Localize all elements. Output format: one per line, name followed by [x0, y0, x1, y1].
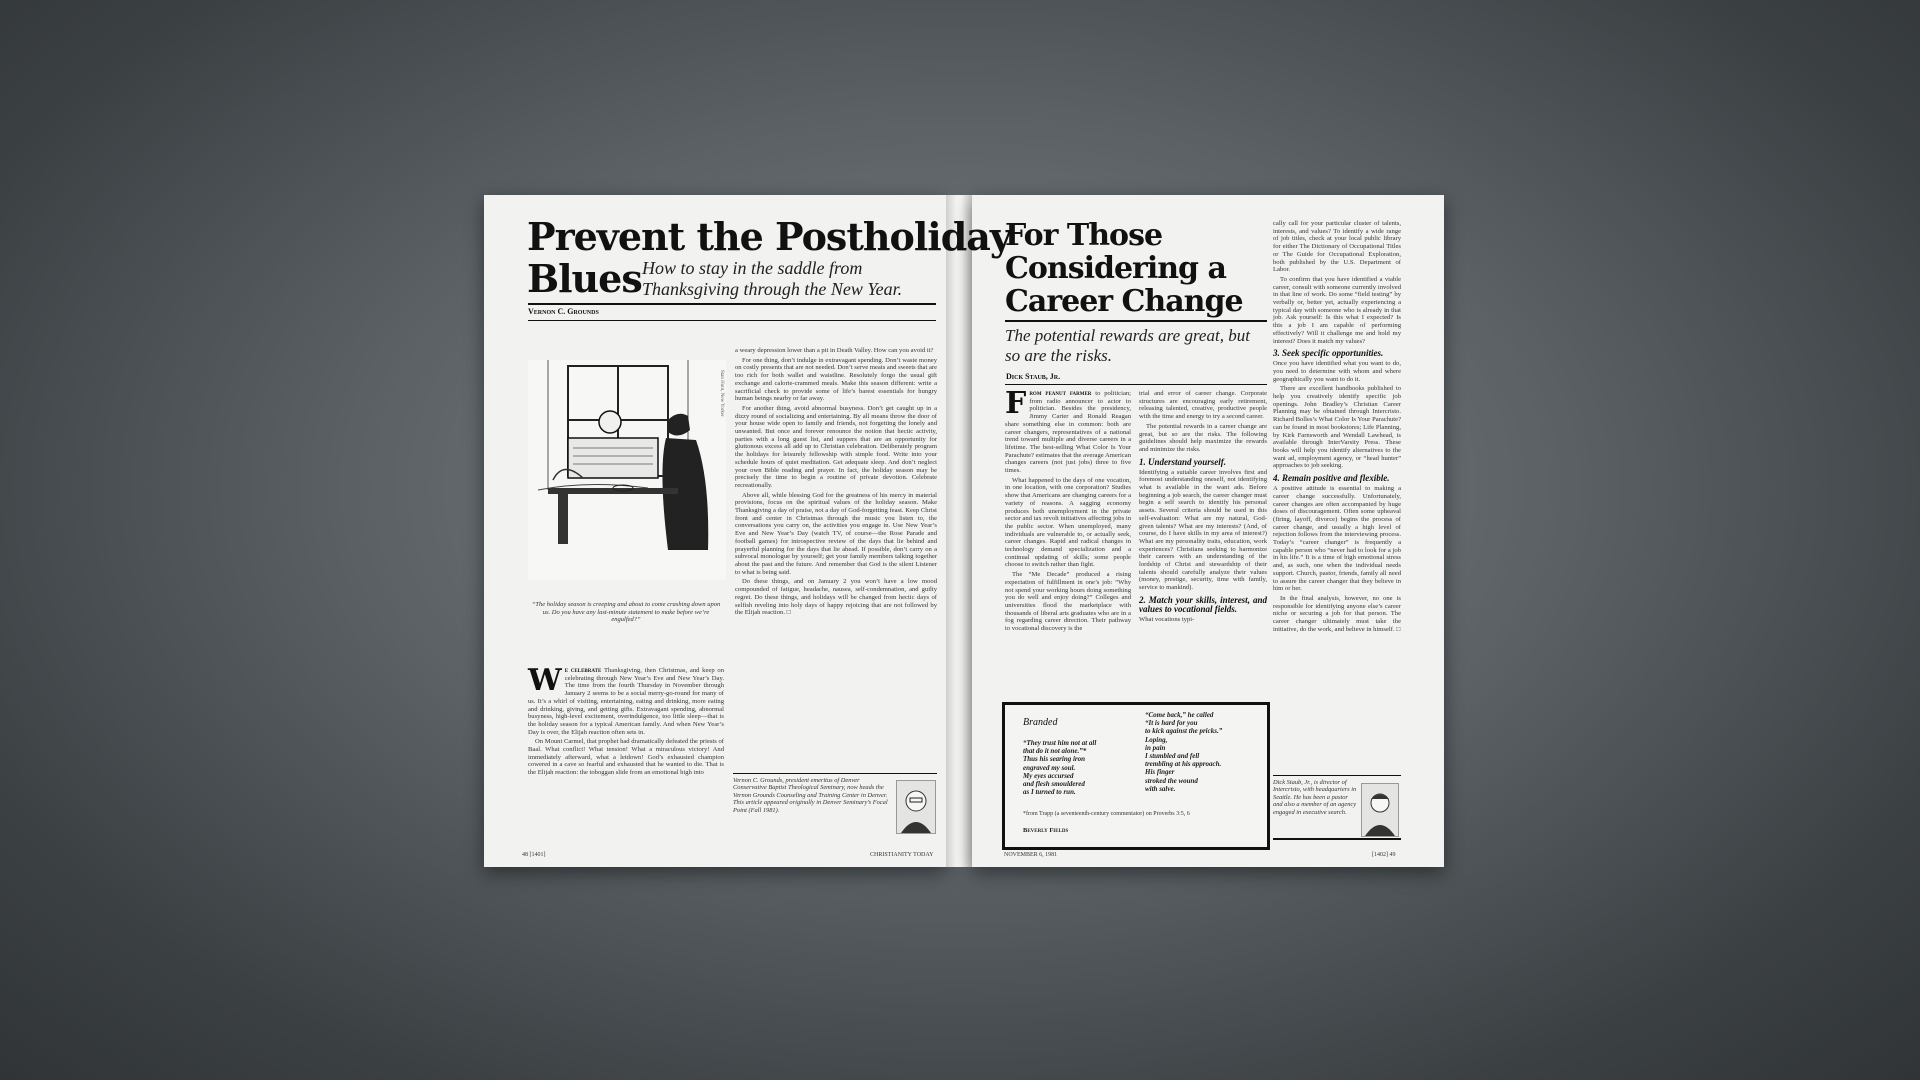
right-sub2-tail: What vocations typi-: [1139, 615, 1195, 623]
right-byline: Dick Staub, Jr.: [1006, 372, 1061, 381]
right-body-col2: [1139, 390, 1267, 626]
left-title-line1: Prevent the Postholiday: [527, 214, 1011, 259]
left-body-col1: [528, 663, 724, 779]
poem-footnote: *from Trapp (a seventeenth-century commentator) on Proverbs 3:5, 6: [1023, 811, 1190, 817]
left-footer-mag: CHRISTIANITY TODAY: [870, 852, 934, 858]
right-body-col1: [1005, 386, 1131, 635]
left-body-p4: For one thing, don’t indulge in extravagant spending. Don’t waste money on costly presents that are not needed. Don’t serve meats and sweets that are too rich for both wallet and waistline. Resolutely forgo the usual gift exchange and calorie-crammed meals. Make this season different: write a sacrificial check to provide some of life’s barest essentials for hungry human beings nearby or far away.: [735, 356, 937, 403]
spine: [946, 195, 972, 867]
right-bio-bottom-rule: [1273, 838, 1401, 840]
right-bio-text: Dick Staub, Jr., is director of Intercristo, with headquarters in Seattle. He has been a pastor and also a member of an agency engaged in executive search.: [1273, 779, 1357, 816]
right-col1-p2: What happened to the days of one vocation, in one location, with one corporation? Studies show that Americans are changing careers for a variety of reasons. A sagging economy produces both unemployment in the private sector and tax revolt initiatives affecting jobs in the public sector. When unemployed, many individuals are vulnerable to, or actually seek, career changes. Rapid and radical changes in technology demand specialization and a continual updating of skills; some people choose to switch rather than fight.: [1005, 476, 1131, 569]
right-col2-p1: trial and error of career change. Corporate structures are encouraging early retirement, releasing talented, creative, productive people with the time and energy to try a second career.: [1139, 390, 1267, 421]
left-author-portrait: [897, 781, 935, 833]
left-body-p2: On Mount Carmel, that prophet had dramatically defeated the priests of Baal. What conflict! What tension! What a miraculous victory! And immediately afterward, what a letdown! God’s exhausted champion cowered in a cave so fearful and exhausted that he wanted to die. That is the Elijah reaction: the toboggan slide from an emotional high into: [528, 738, 724, 777]
right-sub4: 4. Remain positive and flexible.: [1273, 473, 1390, 484]
left-byline: Vernon C. Grounds: [528, 307, 599, 316]
left-deck: How to stay in the saddle from Thanksgiving through the New Year.: [642, 258, 903, 299]
left-body-p7: Do these things, and on January 2 you won’t have a low mood compounded of fatigue, headache, nausea, self-condemnation, and guilty regret. Do these things, and holidays will be changed from hectic days of selfish reveling into holy days of happy rejoicing that are not followed by the Elijah reaction. □: [735, 578, 937, 617]
poem-right-stanza: “Come back,” he called “It is hard for you to kick against the pricks.” Loping, in pain I stumbled and fell trembling at his approach. His finger stroked the wound with salve.: [1145, 711, 1223, 793]
cartoon-illustration: [528, 360, 726, 580]
cartoon-caption: “The holiday season is creeping and about to come crashing down upon us. Do you have any last-minute statement to make before we’re engulfed?”: [531, 601, 721, 623]
right-col3-p5: A positive attitude is essential to making a career change successfully. Unfortunately, career changes are often accompanied by huge doses of discouragement. Often some upheaval (firing, layoff, divorce) begins the process of career change, and usually a high level of rejection follows from the interviewing process. Today’s “career changer” is frequently a capable person who “never had to look for a job in his life.” It is a time of high emotional stress and, as such, one when the individual needs support. Church, pastor, friends, family all need to assure the career changer that they believe in him or her.: [1273, 485, 1401, 593]
right-col3-p6: In the final analysis, however, no one is responsible for identifying anyone else’s career niche or securing a job for that person. The career changer ultimately must take the initiative, do the work, and believe in himself. □: [1273, 594, 1401, 633]
left-title-rule: [528, 303, 936, 305]
right-col3-p3: Once you have identified what you want to do, you need to determine with whom and where geographically you want to do it.: [1273, 360, 1401, 383]
right-sub2: 2. Match your skills, interest, and values to vocational fields.: [1139, 594, 1267, 614]
cartoon-drawing: [528, 360, 726, 580]
poem-title: Branded: [1023, 717, 1058, 728]
right-title-line3: Career Change: [1005, 284, 1243, 319]
left-bio-text: Vernon C. Grounds, president emeritus of Denver Conservative Baptist Theological Seminary, now heads the Vernon Grounds Counseling and Training Center in Denver. This article appeared originally in Denver Seminary’s Focal Point (Fall 1981).: [733, 777, 888, 814]
left-lead-caps: e celebrate: [564, 667, 602, 674]
poem-box: [1002, 702, 1270, 850]
poem-left-stanza: “They trust him not at all that do it not alone.”* Thus his searing iron engraved my soul. My eyes accursed and flesh smouldered as I turned to run.: [1023, 739, 1097, 797]
left-title-line2: Blues: [527, 256, 642, 301]
left-author-photo: [896, 780, 936, 834]
left-body-p1: Thanksgiving, then Christmas, and keep on celebrating through New Year’s Eve and New Year’s Day. The time from the fourth Thursday in November through January 2 seems to be a social merry-go-round for many of us. It’s a whirl of visiting, entertaining, eating and drinking, more eating and drinking, giving, and getting gifts. Extravagant spending, abnormal busyness, high-level excitement, overindulgence, too little sleep—that is the holiday season for a typical American family. And when New Year’s Day is over, the Elijah reaction often sets in.: [528, 667, 724, 736]
left-body-p5: For another thing, avoid abnormal busyness. Don’t get caught up in a dizzy round of socializing and entertaining. By all means throw the door of your house wide open to family and friends, not forgetting the lonely and unwanted. But once and forever renounce the notion that hectic activity, parties with a long guest list, and suppers that are an opportunity for gluttonous excess all add up to Christian celebration. Deliberately program the holidays for leisurely fellowship with simple food. Write into your schedule hours of quiet meditation. Get adequate sleep. And don’t neglect your own Bible reading and prayer. In fact, the holiday season may be precisely the time to begin a routine of private devotion. Celebrate recreationally.: [735, 404, 937, 489]
right-col3-p2: To confirm that you have identified a viable career, consult with someone currently involved in that line of work. Do some “field testing” by verbally or, better yet, actually experiencing a typical day with someone who is already in that job. Ask yourself: Is this what I expected? Is this a job I am capable of performing effectively? Will it challenge me and hold my interest? Does it match my values?: [1273, 275, 1401, 345]
right-author-portrait: [1362, 784, 1398, 836]
left-body-p6: Above all, while blessing God for the greatness of his mercy in material provisions, focus on the spiritual values of the holiday season. Make Thanksgiving a day of praise, not a day of God-forgetting feast. Keep Christ front and center in Christmas through the music you listen to, the conversations you carry on, the activities you engage in. Use New Year’s Eve and New Year’s Day (watch TV, of course—the Rose Parade and football games) for introspective review of the days that lie behind and prayerful planning for the days that lie ahead. If possible, don’t carry on a subvocal monologue by yourself; get your family members talking together about the past and the future. And remember that God is the silent Listener to what is being said.: [735, 491, 937, 576]
poem-author: Beverly Fields: [1023, 827, 1069, 834]
cartoon-credit: Stan Hunt, New Yorker: [719, 370, 724, 417]
right-sub1: 1. Understand yourself.: [1139, 456, 1227, 467]
left-drop-cap: W: [528, 663, 562, 698]
right-col3-p1: cally call for your particular cluster of talents, interests, and values? To identify a wide range of job titles, check at your local public library for either The Dictionary of Occupational Titles or The Guide for Occupational Exploration, both published by the U.S. Department of Labor.: [1273, 220, 1401, 274]
right-body-col3: [1273, 220, 1401, 635]
right-title-line1: For Those: [1005, 218, 1163, 253]
right-col1-p3: The “Me Decade” produced a rising expectation of fulfillment in one’s job: “Why not spend your working hours doing something you do well and enjoy doing?” Colleges and universities flood the marketplace with thousands of liberal arts graduates who are in a fog regarding career direction. Their pathway to vocational discovery is the: [1005, 571, 1131, 633]
right-col2-p2: The potential rewards in a career change are great, but so are the risks. The following guidelines should help maximize the rewards and minimize the risks.: [1139, 422, 1267, 453]
right-sub3: 3. Seek specific opportunities.: [1273, 348, 1384, 359]
right-title-rule: [1005, 320, 1267, 322]
right-author-photo: [1361, 783, 1399, 837]
right-footer-date: NOVEMBER 6, 1981: [1004, 852, 1058, 858]
left-body-p3: a weary depression lower than a pit in Death Valley. How can you avoid it?: [735, 347, 934, 354]
right-col1-p1: to politician; from radio announcer to actor to politician. Besides the presidency, Jimmy Carter and Ronald Reagan share something else in common: both are career changers, representatives of a national trend toward multiple and diverse careers in a lifetime. The best-selling What Color Is Your Parachute? estimates that the average American changes careers (not just jobs) three to five times.: [1005, 390, 1131, 475]
right-drop-cap: F: [1005, 386, 1027, 421]
right-byline-rule: [1005, 384, 1267, 385]
left-body-col2: [735, 347, 937, 619]
right-deck: The potential rewards are great, but so are the risks.: [1005, 326, 1250, 365]
right-footer-page: [1402] 49: [1372, 852, 1396, 858]
right-lead-caps: rom peanut farmer: [1029, 390, 1092, 397]
right-col3-p4: There are excellent handbooks published to help you creatively identify specific job openings. John Bradley’s Christian Career Planning may be obtained through Intercristo. Richard Bolles’s What Color Is Your Parachute? can be found in most bookstores; Life Planning, by Kirk Farnsworth and Wendall Lawhead, is available through InterVarsity Press. These books will help you identify alternatives to the want ad, employment agency, or “head hunter” approaches to job seeking.: [1273, 385, 1401, 470]
left-byline-rule: [528, 320, 936, 321]
left-footer-page: 48 [1401]: [522, 852, 546, 858]
right-col2-p3: Identifying a suitable career involves first and foremost understanding oneself, not identifying what is available in the want ads. Before beginning a job search, the career changer must begin a self search to identify his personal assets. Several criteria should be used in this self-evaluation: What are my natural, God-given talents? What are my interests? (And, of course, do I have skills in my area of interest?) What are my personality traits, education, work experiences? Christians seeking to harmonize their careers with an understanding of the lordship of Christ and stewardship of their talents should carefully analyze their values (money, prestige, security, time with family, service to mankind).: [1139, 468, 1267, 592]
right-title-line2: Considering a: [1005, 251, 1226, 286]
